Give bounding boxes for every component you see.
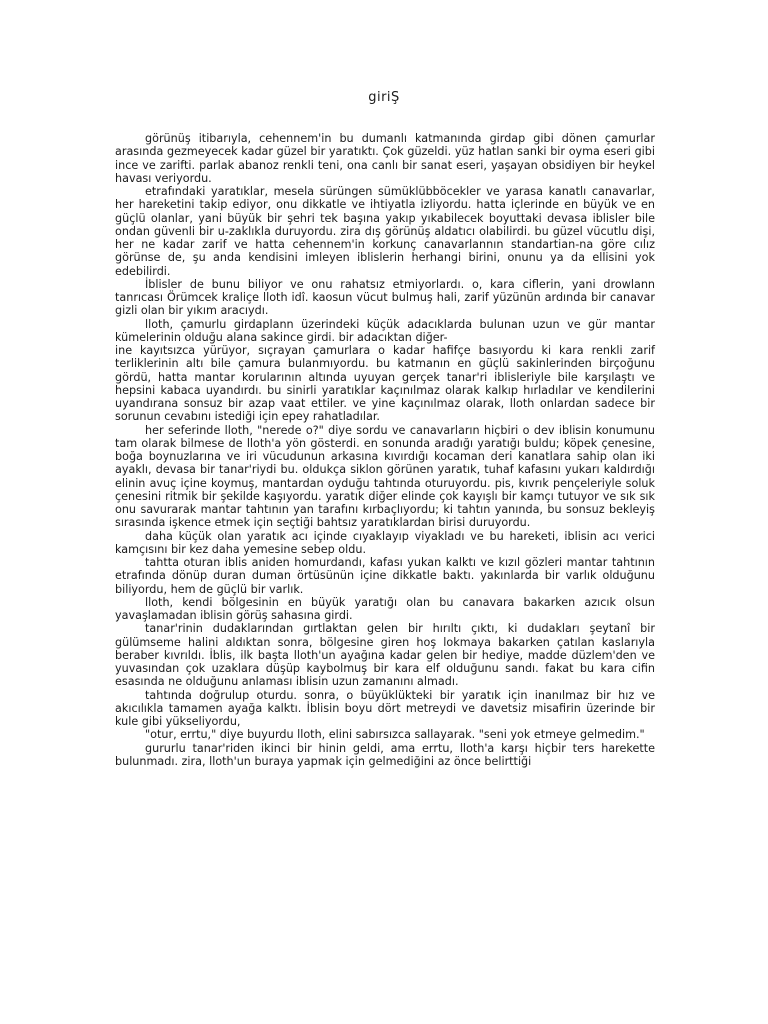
paragraph: "otur, errtu," diye buyurdu lloth, elini sabırsızca sallayarak. "seni yok etmeye gelmedim." <box>145 728 645 742</box>
page-title: giriŞ <box>368 90 400 105</box>
paragraph: her seferinde lloth, "nerede o?" diye sordu ve canavarların hiçbiri o dev iblisin konumunu tam olarak bilmese de lloth'a yön gösterdi. en sonunda aradığı yaratığı buldu; köpek çenesine, boğa boynuzlarına ve iri vücudunun arkasına kıvırdığı kocaman deri kanatlara sahip olan iki ayaklı, devasa bir tanar'riydi bu. oldukça siklon görünen yaratık, tuhaf kafasını yukarı kaldırdığı elinin avuç içine koymuş, mantardan oyduğu tahtında oturuyordu. pis, kıvrık pençeleriyle soluk çenesini ritmik bir şekilde kaşıyordu. yaratık diğer elinde çok kayışlı bir kamçı tutuyor ve sık sık onu savurarak mantar tahtının yan tarafını kırbaçlıyordu; ki tahtın yanında, bu sonsuz bekleyiş sırasında işkence etmek için seçtiği bahtsız yaratıklardan birisi duruyordu. <box>115 423 655 530</box>
paragraph: daha küçük olan yaratık acı içinde cıyaklayıp viyakladı ve bu hareketi, iblisin acı verici kamçısını bir kez daha yemesine sebep oldu. <box>115 529 655 556</box>
paragraph: tahtında doğrulup oturdu. sonra, o büyüklükteki bir yaratık için inanılmaz bir hız ve akıcılıkla tamamen ayağa kalktı. İblisin boyu dört metreydi ve davetsiz misafirin üzerinde bir kule gibi yükseliyordu, <box>115 688 655 728</box>
paragraph: gururlu tanar'riden ikinci bir hinin geldi, ama errtu, lloth'a karşı hiçbir ters harekette bulunmadı. zira, lloth'un buraya yapmak için gelmediğini az önce belirttiği <box>115 741 655 768</box>
paragraph: görünüş itibarıyla, cehennem'in bu dumanlı katmanında girdap gibi dönen çamurlar arasında gezmeyecek kadar güzel bir yaratıktı. Çok güzeldi. yüz hatlan sanki bir oyma eseri gibi ince ve zarifti. parlak abanoz renkli teni, ona canlı bir sanat eseri, yaşayan obsidiyen bir heykel havası veriyordu. <box>115 132 655 185</box>
paragraph: lloth, kendi bölgesinin en büyük yaratığı olan bu canavara bakarken azıcık olsun yavaşlamadan iblisin görüş sahasına girdi. <box>115 595 655 622</box>
paragraph: etrafındaki yaratıklar, mesela sürüngen sümüklübböcekler ve yarasa kanatlı canavarlar, her hareketini takip ediyor, onu dikkatle ve ihtiyatla izliyordu. hatta içlerinde en büyük ve en güçlü olanlar, yani büyük bir şehri tek başına yakıp yıkabilecek boyuttaki devasa iblisler bile ondan güvenli bir u-zaklıkla duruyordu. zira dış görünüş aldatıcı olabilirdi. bu güzel vücutlu dişi, her ne kadar zarif ve hatta cehennem'in korkunç canavarlannın standartian-na göre cılız görünse de, şu anda kendisini imleyen iblislerin herhangi birini, onunu ya da ellisini yok edebilirdi. <box>115 185 655 278</box>
paragraph: tahtta oturan iblis aniden homurdandı, kafası yukan kalktı ve kızıl gözleri mantar tahtının etrafında dönüp duran duman örtüsünün içine dikkatle baktı. yakınlarda bir varlık olduğunu biliyordu, hem de güçlü bir varlık. <box>115 556 655 596</box>
body-text <box>115 132 655 768</box>
paragraph: ine kayıtsızca yürüyor, sıçrayan çamurlara o kadar hafifçe basıyordu ki kara renkli zarif terliklerinin altı bile çamura bulanmıyordu. bu katmanın en güçlü sakinlerinden birçoğunu gördü, hatta mantar korularının altında uyuyan gerçek tanar'ri iblisleriyle bile karşılaştı ve hepsini kabaca uyandırdı. bu sinirli yaratıklar kaçınılmaz olarak kalkıp hırladılar ve kendilerini uyandırana sonsuz bir azap vaat ettiler. ve yine kaçınılmaz olarak, lloth onlardan sadece bir sorunun cevabını istediği için epey rahatladılar. <box>115 344 655 424</box>
paragraph: lloth, çamurlu girdaplann üzerindeki küçük adacıklarda bulunan uzun ve gür mantar kümelerinin olduğu alana sakince girdi. bir adacıktan diğer- <box>115 317 655 344</box>
paragraph: tanar'rinin dudaklarından gırtlaktan gelen bir hırıltı çıktı, ki dudakları şeytanî bir gülümseme halini aldıktan sonra, bölgesine giren hoş lokmaya bakarken çatılan kaslarıyla beraber kıvrıldı. İblis, ilk başta lloth'un ayağına kadar gelen bir hediye, madde düzlem'den ve yuvasından çok uzaklara düşüp kaybolmuş bir kara elf olduğunu sandı. fakat bu kara cifin esasında ne olduğunu anlaması iblisin uzun zamanını almadı. <box>115 622 655 689</box>
paragraph: İblisler de bunu biliyor ve onu rahatsız etmiyorlardı. o, kara ciflerin, yani drowlann tanrıcası Örümcek kraliçe lloth idî. kaosun vücut bulmuş hali, zarif yüzünün ardında bir canavar gizli olan bir yıkım aracıydı. <box>115 277 655 318</box>
